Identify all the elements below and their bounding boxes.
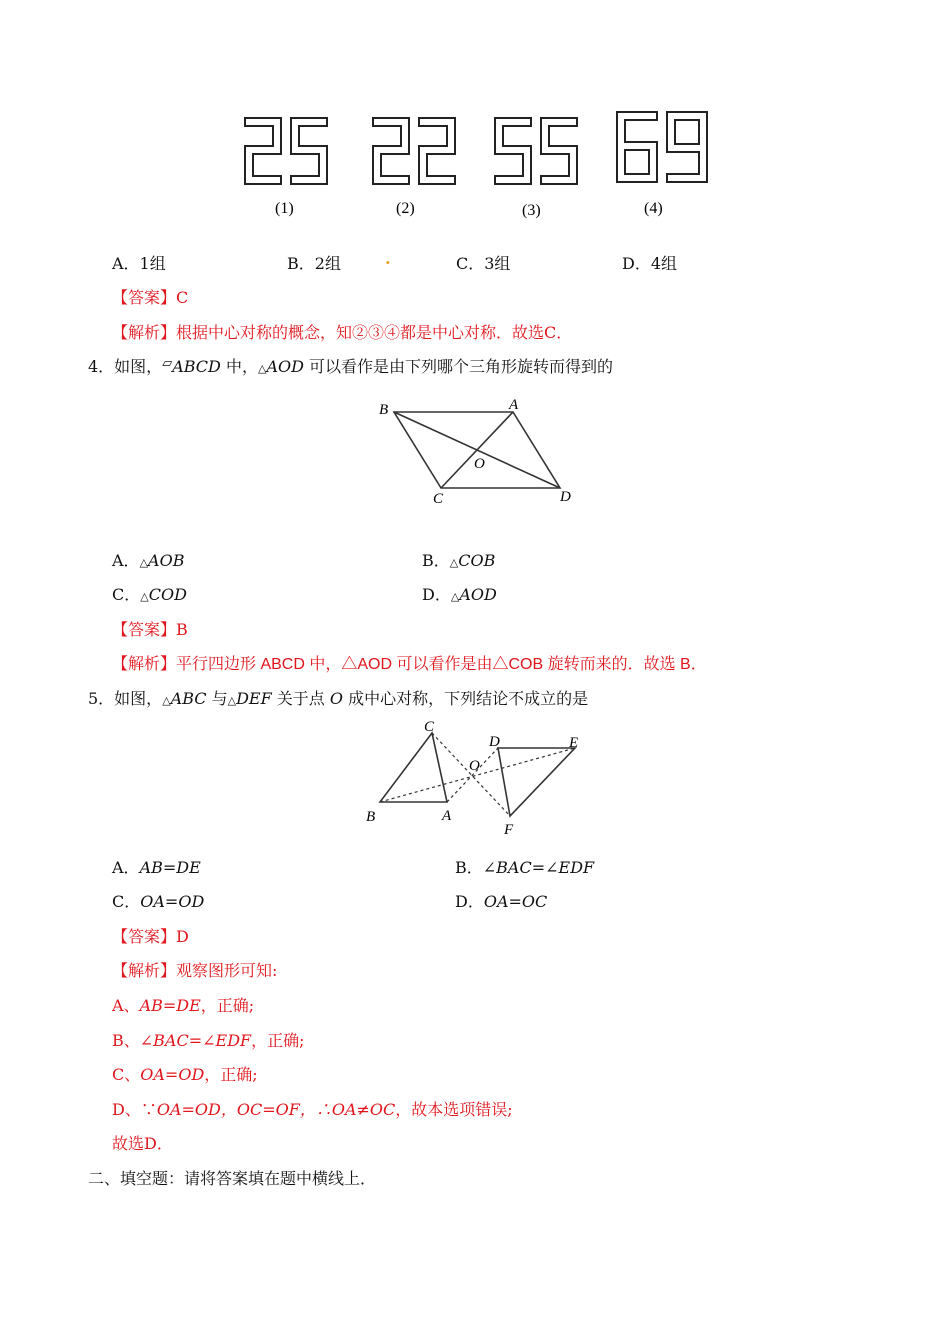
triangle-icon: △ <box>227 694 237 707</box>
section-2-heading: 二、填空题：请将答案填在题中横线上． <box>88 1169 377 1188</box>
q3-dot: . <box>385 249 391 268</box>
figure-label-1: (1) <box>275 200 294 217</box>
label-E: E <box>569 735 579 751</box>
q5-question <box>88 686 588 709</box>
q4-option-d-prefix: D． <box>422 585 451 604</box>
q5-analysis-line-d <box>112 1097 513 1120</box>
q4-option-a-name: AOB <box>148 551 185 570</box>
q3-option-b: B．2组 <box>287 254 341 273</box>
q5-answer: 【答案】D <box>112 927 189 946</box>
q5-option-b <box>455 855 594 878</box>
q5-option-b-expr: ∠BAC=∠EDF <box>482 858 595 877</box>
q5-line-c-post: ，正确; <box>204 1065 258 1084</box>
triangle-icon: △ <box>449 556 459 569</box>
q4-option-b-prefix: B． <box>422 551 450 570</box>
q4-mid-text: 中， <box>220 357 258 376</box>
q5-option-a-expr: AB=DE <box>139 858 201 877</box>
q3-analysis: 【解析】根据中心对称的概念，知②③④都是中心对称．故选C． <box>112 323 573 342</box>
q5-line-d-pre: D、∵ <box>112 1100 157 1119</box>
q5-triangle-abc: ABC <box>170 689 207 708</box>
q3-option-d: D．4组 <box>622 254 678 273</box>
digit-group-1 <box>245 118 327 184</box>
q5-option-c <box>112 889 204 912</box>
q4-option-d-name: AOD <box>459 585 497 604</box>
label-D: D <box>489 734 500 750</box>
label-B: B <box>379 402 389 418</box>
q4-number: 4．如图， <box>88 357 163 376</box>
q5-option-d-expr: OA=OC <box>483 892 548 911</box>
label-D: D <box>560 489 571 505</box>
q5-line-d-post: ，故本选项错误; <box>395 1100 513 1119</box>
label-A: A <box>442 808 452 824</box>
q3-option-a: A．1组 <box>112 254 166 273</box>
q4-option-c-prefix: C． <box>112 585 141 604</box>
triangle-icon: △ <box>450 590 460 603</box>
q5-option-b-prefix: B． <box>455 858 483 877</box>
q4-triangle-name: AOD <box>266 357 304 376</box>
q5-triangle-def: DEF <box>236 689 272 708</box>
label-F: F <box>504 822 514 838</box>
q4-tail-text: 可以看作是由下列哪个三角形旋转而得到的 <box>303 357 614 376</box>
digit-group-3 <box>495 118 577 184</box>
q5-with-text: 与 <box>206 689 228 708</box>
digit-group-2 <box>373 118 455 184</box>
parallelogram-figure <box>370 395 585 510</box>
q5-line-a-pre: A、 <box>112 996 140 1015</box>
q5-option-d <box>455 889 547 912</box>
label-C: C <box>424 719 435 735</box>
q4-option-d <box>422 582 497 605</box>
q5-option-d-prefix: D． <box>455 892 484 911</box>
q5-line-b-pre: B、 <box>112 1031 140 1050</box>
parallelogram-icon: ▱ <box>162 356 173 371</box>
q3-option-c: C．3组 <box>456 254 511 273</box>
digit-symmetry-figure <box>230 110 730 225</box>
label-A: A <box>509 397 519 413</box>
label-O: O <box>474 456 485 472</box>
q4-option-a <box>112 548 184 571</box>
q5-option-a-prefix: A． <box>112 858 140 877</box>
label-O: O <box>469 758 480 774</box>
central-symmetry-figure <box>360 715 590 840</box>
q4-answer: 【答案】B <box>112 620 188 639</box>
q4-option-c <box>112 582 187 605</box>
q4-option-a-prefix: A． <box>112 551 140 570</box>
q4-parallelogram-name: ABCD <box>172 357 221 376</box>
q5-point-o: O <box>329 689 343 708</box>
triangle-icon: △ <box>162 694 171 707</box>
label-C: C <box>433 491 444 507</box>
q5-analysis-head: 【解析】观察图形可知: <box>112 961 278 980</box>
q4-question <box>88 354 613 377</box>
q5-analysis-line-b <box>112 1028 305 1051</box>
q4-analysis: 【解析】平行四边形 ABCD 中，△AOD 可以看作是由△COB 旋转而来的．故选 B． <box>112 656 707 673</box>
label-B: B <box>366 809 376 825</box>
q4-option-c-name: COD <box>148 585 187 604</box>
q5-line-b-post: ，正确; <box>251 1031 305 1050</box>
q5-option-c-prefix: C． <box>112 892 141 911</box>
q3-answer: 【答案】C <box>112 288 189 307</box>
figure-label-4: (4) <box>644 200 663 217</box>
q5-analysis-line-a <box>112 993 254 1016</box>
q4-option-b <box>422 548 495 571</box>
q5-line-a-expr: AB=DE <box>139 996 201 1015</box>
q5-line-c-pre: C、 <box>112 1065 141 1084</box>
q5-about-text: 关于点 <box>271 689 330 708</box>
digit-group-4 <box>617 112 707 182</box>
q5-line-c-expr: OA=OD <box>140 1065 205 1084</box>
triangle-icon: △ <box>140 590 149 603</box>
q5-line-a-post: ，正确; <box>200 996 255 1015</box>
q5-option-a <box>112 855 201 878</box>
q5-line-b-expr: ∠BAC=∠EDF <box>139 1031 252 1050</box>
q5-conclusion: 故选D． <box>112 1134 173 1153</box>
q4-option-b-name: COB <box>458 551 496 570</box>
q5-number: 5．如图， <box>88 689 163 708</box>
q5-line-d-expr: OA=OD，OC=OF，∴OA≠OC <box>156 1100 396 1119</box>
q5-analysis-line-c <box>112 1062 258 1085</box>
q5-option-c-expr: OA=OD <box>140 892 205 911</box>
figure-label-3: (3) <box>522 202 541 219</box>
triangle-icon: △ <box>139 556 149 569</box>
q5-tail-text: 成中心对称，下列结论不成立的是 <box>343 689 589 708</box>
figure-label-2: (2) <box>396 200 415 217</box>
triangle-icon: △ <box>257 362 267 375</box>
